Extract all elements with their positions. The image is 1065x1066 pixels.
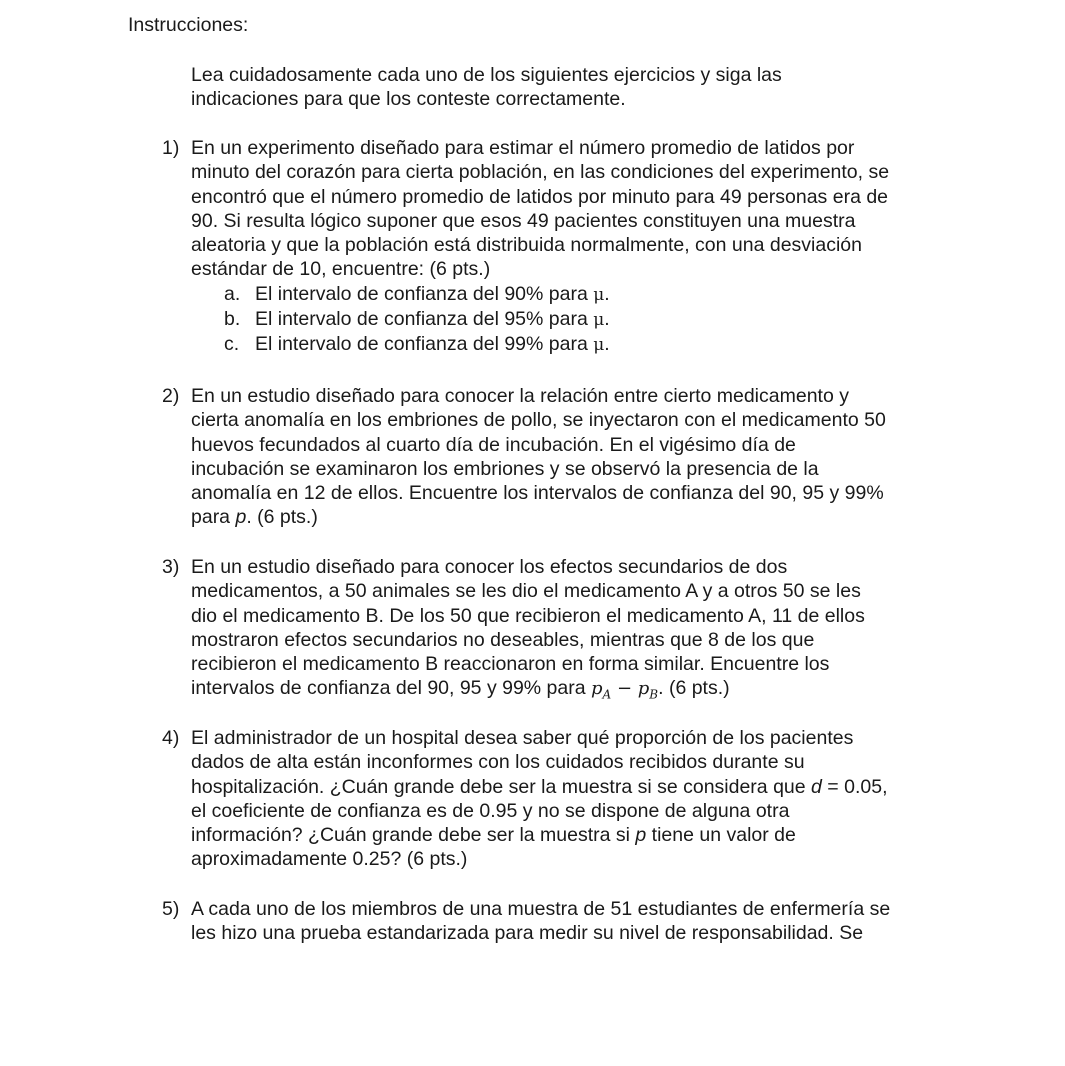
- sub-letter: a.: [224, 282, 241, 305]
- question-number: 4): [162, 727, 180, 749]
- question-line: En un experimento diseñado para estimar el número promedio de latidos por: [191, 137, 855, 159]
- sub-text: El intervalo de confianza del 90% para: [255, 282, 594, 305]
- sub-text: El intervalo de confianza del 95% para: [255, 308, 594, 331]
- text: = 0.05,: [821, 775, 888, 798]
- question-line: anomalía en 12 de ellos. Encuentre los intervalos de confianza del 90, 95 y 99%: [191, 482, 884, 505]
- question-line: incubación se examinaron los embriones y se observó la presencia de la: [191, 457, 819, 480]
- question-2: [162, 384, 962, 530]
- question-line: aleatoria y que la población está distribuida normalmente, con una desviación: [191, 234, 862, 257]
- sub-end: .: [604, 282, 610, 305]
- question-line: medicamentos, a 50 animales se les dio el medicamento A y a otros 50 se les: [191, 580, 861, 603]
- question-line: [191, 676, 962, 707]
- question-4: [162, 726, 962, 872]
- sub-end: .: [604, 333, 610, 356]
- sub-end: .: [604, 308, 610, 331]
- question-number: 1): [162, 137, 180, 159]
- question-line: El administrador de un hospital desea saber qué proporción de los pacientes: [191, 727, 854, 749]
- text: información? ¿Cuán grande debe ser la muestra si: [191, 824, 636, 847]
- sub-item-c: [224, 332, 962, 357]
- question-line: recibieron el medicamento B reaccionaron en forma similar. Encuentre los: [191, 653, 830, 676]
- subscript-b: B: [649, 688, 659, 703]
- question-line: En un estudio diseñado para conocer la relación entre cierto medicamento y: [191, 385, 849, 407]
- question-number: 5): [162, 898, 180, 920]
- question-line: huevos fecundados al cuarto día de incubación. En el vigésimo día de: [191, 433, 796, 456]
- variable-p: p: [235, 506, 247, 529]
- text: . (6 pts.): [658, 677, 730, 700]
- sub-item-a: [224, 282, 962, 307]
- question-line: el coeficiente de confianza es de 0.95 y no se dispone de alguna otra: [191, 799, 790, 822]
- question-line: encontró que el número promedio de latidos por minuto para 49 personas era de: [191, 185, 889, 208]
- question-line: cierta anomalía en los embriones de pollo, se inyectaron con el medicamento 50: [191, 409, 886, 432]
- text: intervalos de confianza del 90, 95 y 99% para: [191, 677, 592, 700]
- question-line: estándar de 10, encuentre: (6 pts.): [191, 258, 491, 281]
- text: tiene un valor de: [646, 824, 796, 847]
- variable-p: p: [591, 678, 603, 700]
- question-line: dados de alta están inconformes con los cuidados recibidos durante su: [191, 751, 805, 774]
- instructions-heading: Instrucciones:: [128, 14, 249, 36]
- mu-symbol: μ: [593, 335, 605, 356]
- question-line: mostraron efectos secundarios no deseables, mientras que 8 de los que: [191, 628, 815, 651]
- sub-letter: b.: [224, 308, 241, 331]
- question-line: [191, 505, 962, 529]
- mu-symbol: μ: [593, 310, 605, 331]
- sub-item-b: [224, 307, 962, 332]
- question-line: les hizo una prueba estandarizada para medir su nivel de responsabilidad. Se: [191, 922, 864, 945]
- question-line: En un estudio diseñado para conocer los efectos secundarios de dos: [191, 556, 788, 578]
- question-line: 90. Si resulta lógico suponer que esos 49 pacientes constituyen una muestra: [191, 209, 856, 232]
- sub-text: El intervalo de confianza del 99% para: [255, 333, 594, 356]
- minus-sign: −: [611, 678, 638, 700]
- question-line: aproximadamente 0.25? (6 pts.): [191, 848, 468, 871]
- subscript-a: A: [602, 688, 612, 703]
- sub-items: [224, 282, 962, 358]
- math-expression: [591, 678, 659, 703]
- question-line: [191, 823, 962, 847]
- intro-paragraph: [191, 63, 951, 112]
- question-3: [162, 555, 962, 707]
- variable-p: p: [637, 678, 650, 700]
- intro-line: indicaciones para que los conteste correctamente.: [191, 88, 626, 111]
- question-line: dio el medicamento B. De los 50 que recibieron el medicamento A, 11 de ellos: [191, 604, 865, 627]
- question-line: minuto del corazón para cierta población, en las condiciones del experimento, se: [191, 161, 890, 184]
- question-number: 3): [162, 556, 180, 578]
- text: . (6 pts.): [246, 506, 318, 529]
- mu-symbol: μ: [593, 284, 605, 305]
- variable-p: p: [635, 824, 647, 847]
- text: para: [191, 506, 236, 529]
- text: hospitalización. ¿Cuán grande debe ser la muestra si se considera que: [191, 775, 812, 798]
- question-line: A cada uno de los miembros de una muestra de 51 estudiantes de enfermería se: [191, 898, 891, 920]
- question-5: [162, 897, 962, 946]
- question-line: [191, 775, 962, 799]
- question-number: 2): [162, 385, 180, 407]
- variable-d: d: [811, 775, 822, 798]
- question-1: [162, 136, 962, 358]
- sub-letter: c.: [224, 333, 240, 356]
- intro-line: Lea cuidadosamente cada uno de los siguientes ejercicios y siga las: [191, 64, 782, 86]
